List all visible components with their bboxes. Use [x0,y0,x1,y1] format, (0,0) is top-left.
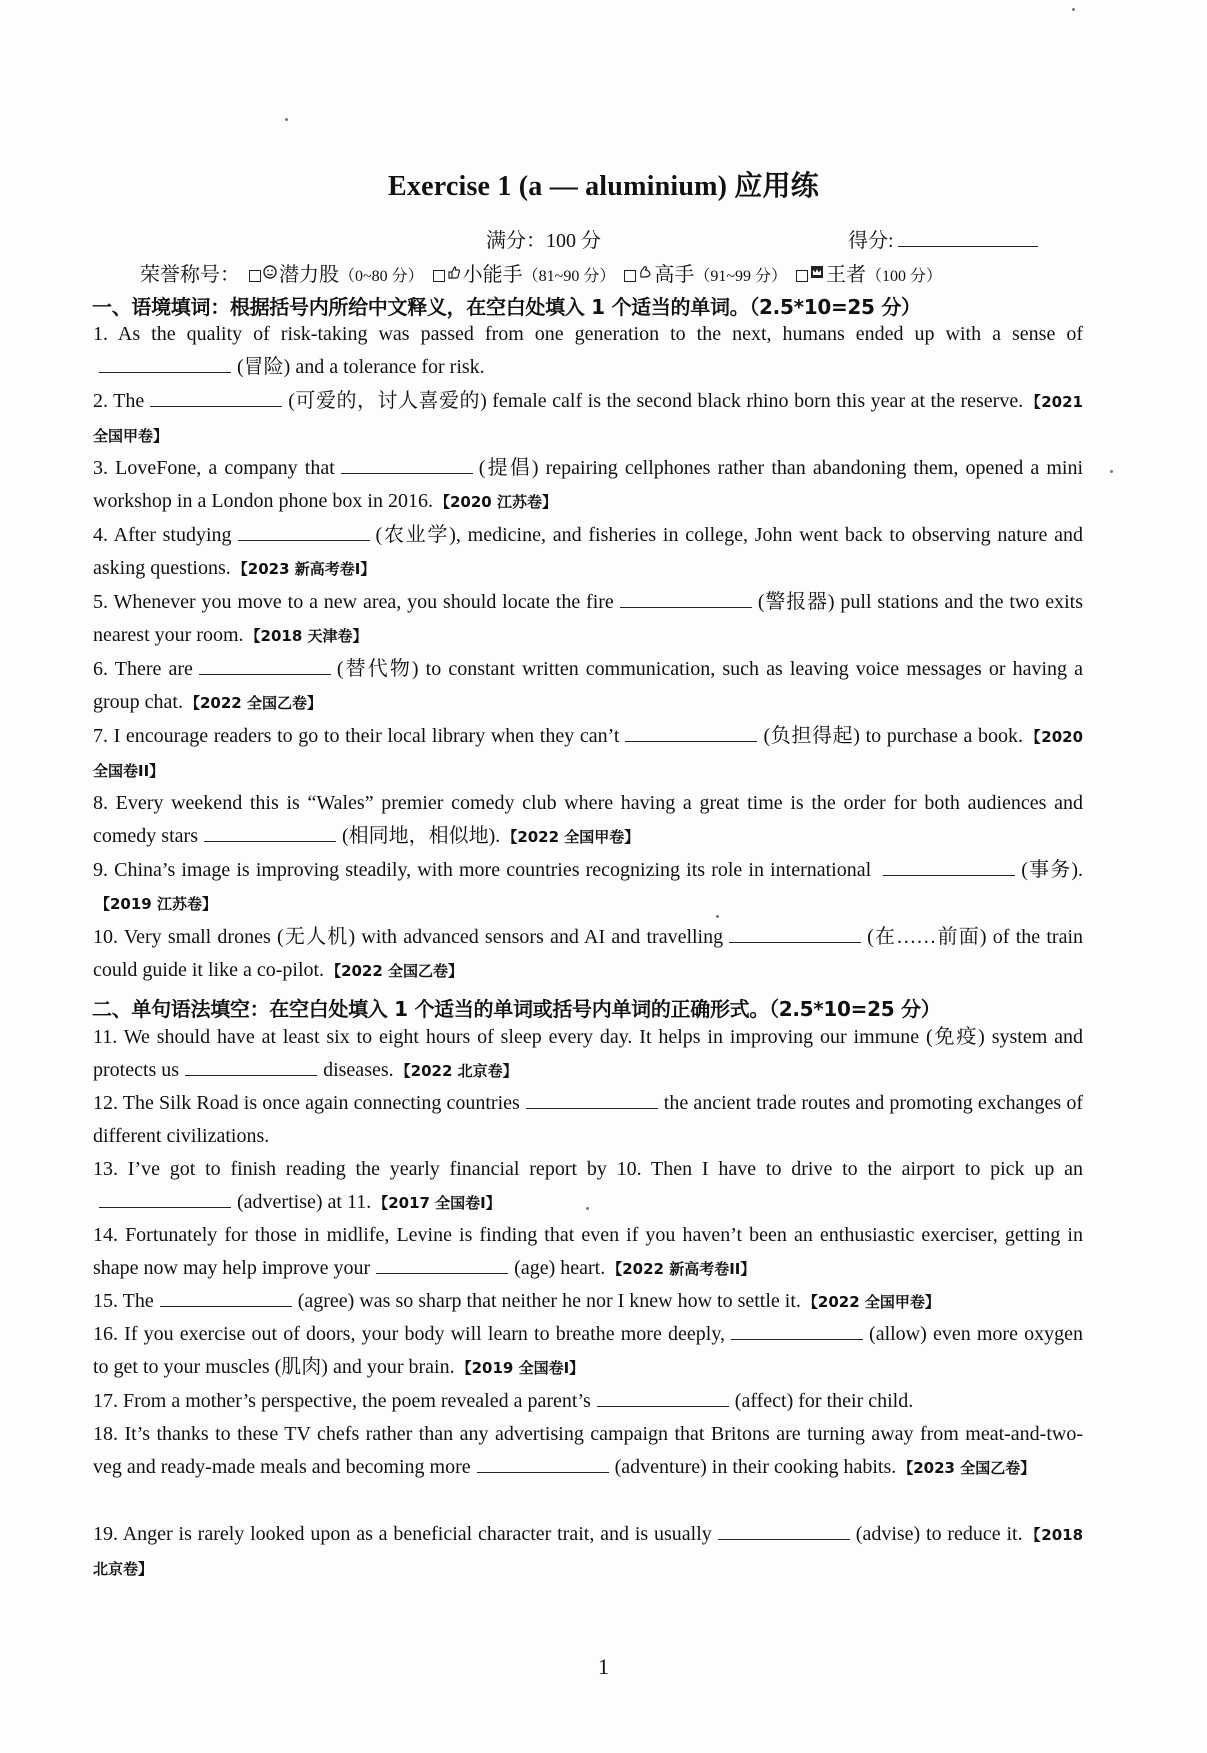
source-tag: 【2022 全国甲卷】 [502,828,640,847]
question-13 [93,1153,1083,1221]
page-title: Exercise 1 (a — aluminium) 应用练 [388,171,819,202]
source-tag: 【2019 全国卷I】 [456,1359,585,1378]
answer-blank[interactable] [883,857,1015,876]
question-9 [93,854,1083,922]
answer-blank[interactable] [597,1388,729,1407]
question-text: 19. Anger is rarely looked upon as a beneficial character trait, and is usually [93,1523,712,1545]
question-text: 11. We should have at least six to eight hours of sleep every day. It helps in improving our immune (免疫) system and protects us [93,1026,1083,1082]
answer-blank[interactable] [99,354,231,373]
scan-speck [586,1207,589,1210]
question-text: 2. The [93,390,145,412]
score-label: 得分: [848,230,894,252]
question-hint: (allow) even more oxygen to get to your muscles (肌肉) and your brain. [93,1323,1083,1379]
honor-tier-2-range: （81~90 分） [522,268,616,285]
question-text: 10. Very small drones (无人机) with advanced sensors and AI and travelling [93,926,724,948]
source-tag: 【2020 江苏卷】 [434,493,557,512]
honor-tier-3: 高手 [654,264,695,286]
question-11 [93,1021,1083,1089]
answer-blank[interactable] [199,656,331,675]
checkbox-icon [796,270,808,282]
honor-tier-3-range: （91~99 分） [694,268,788,285]
honor-prefix: 荣誉称号： [140,264,240,286]
question-19 [93,1518,1083,1587]
honor-tier-1-range: （0~80 分） [339,268,424,285]
scan-speck [716,915,719,918]
question-6 [93,653,1083,721]
scan-speck [285,118,288,121]
question-hint: diseases. [323,1059,394,1082]
question-16 [93,1318,1083,1386]
checkbox-icon [433,270,445,282]
source-tag: 【2022 北京卷】 [395,1062,518,1081]
score-blank [898,228,1038,247]
strong-arm-icon [638,265,652,279]
answer-blank[interactable] [204,823,336,842]
answer-blank[interactable] [185,1057,317,1076]
question-hint: (冒险) and a tolerance for risk. [237,356,485,379]
question-17 [93,1385,1083,1418]
question-text: 4. After studying [93,524,232,546]
question-15 [93,1285,1083,1319]
question-hint: (相同地，相似地). [341,825,501,848]
question-hint: (事务). [1021,859,1083,881]
question-text: 16. If you exercise out of doors, your body will learn to breathe more deeply, [93,1323,726,1345]
question-1 [93,318,1083,385]
answer-blank[interactable] [160,1288,292,1307]
question-hint: (农业学), medicine, and fisheries in college, John went back to observing nature and asking questions. [93,524,1084,580]
source-tag: 【2017 全国卷I】 [373,1194,501,1213]
question-hint: (替代物) to constant written communication, such as leaving voice messages or having a group chat. [93,658,1083,714]
answer-blank[interactable] [238,522,370,541]
question-text: 9. China’s image is improving steadily, with more countries recognizing its role in international [93,859,872,881]
source-tag: 【2021 全国甲卷】 [93,393,1083,446]
answer-blank[interactable] [731,1321,863,1340]
source-tag: 【2018 北京卷】 [93,1526,1084,1579]
question-hint: (age) heart. [514,1257,606,1280]
question-18 [93,1418,1083,1486]
question-hint: (adventure) in their cooking habits. [614,1456,897,1479]
source-tag: 【2020 全国卷II】 [93,728,1084,781]
honor-tier-1: 潜力股 [279,264,339,286]
honor-title-row [140,258,942,287]
answer-blank[interactable] [376,1255,508,1274]
answer-blank[interactable] [99,1189,231,1208]
scan-speck [1072,8,1075,11]
source-tag: 【2023 全国乙卷】 [898,1459,1036,1478]
answer-blank[interactable] [341,455,473,474]
question-text: 13. I’ve got to finish reading the yearly financial report by 10. Then I have to drive to the airport to pick up an [93,1158,1083,1180]
source-tag: 【2022 新高考卷II】 [607,1260,756,1279]
question-text: 17. From a mother’s perspective, the poem revealed a parent’s [93,1390,591,1412]
source-tag: 【2022 全国乙卷】 [184,694,322,713]
thumbs-up-icon [447,265,461,279]
checkbox-icon [249,270,261,282]
honor-tier-2: 小能手 [462,264,523,286]
answer-blank[interactable] [477,1454,609,1473]
question-hint: (可爱的，讨人喜爱的) female calf is the second black rhino born this year at the reserve. [288,390,1024,412]
honor-tier-4: 王者 [826,264,867,286]
scan-speck [1110,470,1113,473]
question-text: 1. As the quality of risk-taking was passed from one generation to the next, humans ended up with a sense of [93,323,1083,345]
question-text: 7. I encourage readers to go to their local library when they can’t [93,725,620,747]
source-tag: 【2022 全国甲卷】 [802,1293,940,1311]
question-hint: (advise) to reduce it. [855,1523,1023,1545]
question-text: 12. The Silk Road is once again connecting countries [93,1092,520,1114]
answer-blank[interactable] [526,1090,658,1109]
question-text: 18. It’s thanks to these TV chefs rather than any advertising campaign that Britons are turning away from meat-and-two-veg and ready-made meals and becoming more [93,1423,1083,1479]
page-number: 1 [598,1654,609,1679]
source-tag: 【2023 新高考卷I】 [232,560,376,579]
answer-blank[interactable] [150,388,282,407]
question-3 [93,452,1083,520]
full-score-label: 满分：100 分 [486,230,601,252]
question-14 [93,1219,1083,1287]
question-hint: (警报器) pull stations and the two exits nearest your room. [93,591,1083,647]
question-text: 6. There are [93,658,193,680]
question-hint: (affect) for their child. [734,1390,914,1412]
question-text: 3. LoveFone, a company that [93,457,335,479]
answer-blank[interactable] [620,589,752,608]
question-hint: (负担得起) to purchase a book. [763,725,1023,747]
question-hint: (在……前面) of the train could guide it like a co-pilot. [93,926,1083,982]
source-tag: 【2019 江苏卷】 [95,895,217,914]
section-1-heading: 一、语境填词：根据括号内所给中文释义，在空白处填入 1 个适当的单词。（2.5*10=25 分） [92,295,921,319]
question-5 [93,586,1083,654]
question-4 [93,519,1083,587]
answer-blank[interactable] [625,723,757,742]
question-7 [93,720,1083,789]
score-field [848,224,1038,253]
question-hint: (advertise) at 11. [237,1191,372,1214]
question-text: 8. Every weekend this is “Wales” premier comedy club where having a great time is the order for both audiences and comedy stars [93,792,1083,848]
question-hint: (提倡) repairing cellphones rather than abandoning them, opened a mini workshop in a London phone box in 2016. [93,457,1083,513]
source-tag: 【2022 全国乙卷】 [326,962,464,981]
checkbox-icon [624,270,636,282]
source-tag: 【2018 天津卷】 [245,627,368,646]
crown-icon [810,265,824,279]
question-text: 15. The [93,1290,154,1312]
question-hint: (agree) was so sharp that neither he nor I knew how to settle it. [297,1290,801,1312]
honor-tier-4-range: （100 分） [866,268,943,285]
face-icon [263,265,277,279]
answer-blank[interactable] [729,924,861,943]
answer-blank[interactable] [718,1521,850,1540]
question-8 [93,787,1083,855]
question-12 [93,1087,1083,1154]
question-hint: the ancient trade routes and promoting exchanges of different civilizations. [93,1092,1083,1148]
question-text: 5. Whenever you move to a new area, you should locate the fire [93,591,614,613]
question-10 [93,921,1083,989]
question-text: 14. Fortunately for those in midlife, Levine is finding that even if you haven’t been an enthusiastic exerciser, getting in shape now may help improve your [93,1224,1083,1280]
question-2 [93,385,1083,454]
section-2-heading: 二、单句语法填空：在空白处填入 1 个适当的单词或括号内单词的正确形式。（2.5*10=25 分） [92,997,941,1021]
